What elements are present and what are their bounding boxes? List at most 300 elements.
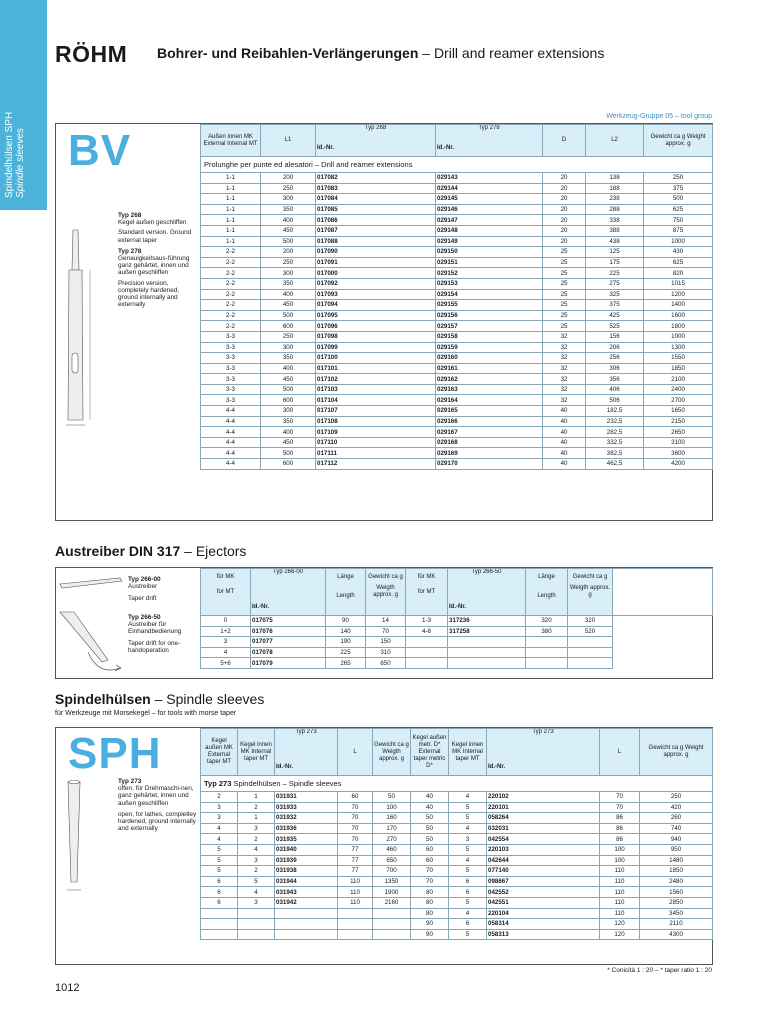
sph-header-typ273-label: Typ 273 xyxy=(295,729,317,735)
table-cell: 80 xyxy=(411,908,449,919)
bv-desc-t278a: Genauigkeitsaus-führung ganz gehärtet, innen und außen geschliffen xyxy=(118,255,190,277)
bv-table-body xyxy=(201,173,713,470)
table-row xyxy=(201,616,713,627)
table-cell: 740 xyxy=(640,823,713,834)
table-cell: 029167 xyxy=(436,427,543,438)
table-cell: 3 xyxy=(201,802,238,813)
table-cell: 4-4 xyxy=(201,406,261,417)
table-cell-blank xyxy=(613,616,713,627)
sph-header-id: Id.-Nr. xyxy=(276,764,294,770)
table-cell: 525 xyxy=(586,321,644,332)
table-cell: 20 xyxy=(543,215,586,226)
table-row xyxy=(201,289,713,300)
table-cell xyxy=(448,647,526,658)
table-cell: 017085 xyxy=(316,204,436,215)
table-cell: 3-3 xyxy=(201,363,261,374)
table-cell: 032031 xyxy=(487,823,600,834)
table-cell: 1 xyxy=(238,813,275,824)
table-cell: 275 xyxy=(586,278,644,289)
table-cell: 320 xyxy=(526,616,568,627)
table-cell: 450 xyxy=(261,225,316,236)
table-cell: 017084 xyxy=(316,194,436,205)
table-cell: 25 xyxy=(543,321,586,332)
table-cell: 029159 xyxy=(436,342,543,353)
table-cell: 600 xyxy=(261,395,316,406)
table-row xyxy=(201,792,713,803)
table-cell: 017092 xyxy=(316,278,436,289)
table-cell: 029161 xyxy=(436,363,543,374)
table-cell: 2650 xyxy=(644,427,713,438)
table-cell: 820 xyxy=(644,268,713,279)
ejectors-header-gewicht2: Gewicht ca g xyxy=(572,574,608,580)
table-cell: 031944 xyxy=(275,876,338,887)
sph-header-l2: L xyxy=(600,729,640,776)
table-cell: 250 xyxy=(640,792,713,803)
table-cell: 031933 xyxy=(275,802,338,813)
table-row xyxy=(201,395,713,406)
table-cell: 098667 xyxy=(487,876,600,887)
table-cell: 382,5 xyxy=(586,448,644,459)
ejectors-header-for-mt: for MT xyxy=(216,589,235,595)
table-cell: 029156 xyxy=(436,310,543,321)
table-cell: 6 xyxy=(449,919,487,930)
table-cell: 058314 xyxy=(487,919,600,930)
sph-subline: für Werkzeuge mit Morsekegel – for tools with morse taper xyxy=(55,710,237,717)
table-cell: 3 xyxy=(238,897,275,908)
table-cell: 017075 xyxy=(251,616,326,627)
table-cell: 3-3 xyxy=(201,384,261,395)
table-cell: 110 xyxy=(600,876,640,887)
ejectors-header-typ266-00 xyxy=(251,569,326,616)
table-cell: 029150 xyxy=(436,247,543,258)
table-cell: 0 xyxy=(201,616,251,627)
table-cell: 2-2 xyxy=(201,247,261,258)
table-cell: 031936 xyxy=(275,823,338,834)
sph-header-gewicht2: Gewicht ca g Weight approx. g xyxy=(640,729,713,776)
table-cell: 017099 xyxy=(316,342,436,353)
table-cell xyxy=(275,919,338,930)
table-row xyxy=(201,278,713,289)
ejectors-desc-t1: Typ 266-00 xyxy=(128,576,161,583)
table-row xyxy=(201,929,713,940)
table-cell: 232,5 xyxy=(586,416,644,427)
ejectors-header-length2 xyxy=(526,569,568,616)
table-cell xyxy=(406,637,448,648)
table-row xyxy=(201,204,713,215)
ejectors-header-weight-en2: Weigth approx. g xyxy=(569,585,611,598)
sph-header-l: L xyxy=(338,729,373,776)
ejectors-header-weight xyxy=(366,569,406,616)
table-cell: 375 xyxy=(586,300,644,311)
table-cell: 031939 xyxy=(275,855,338,866)
ejectors-heading xyxy=(55,543,246,559)
table-cell: 017104 xyxy=(316,395,436,406)
table-cell: 25 xyxy=(543,278,586,289)
table-cell: 017088 xyxy=(316,236,436,247)
table-cell xyxy=(238,919,275,930)
table-cell: 1-1 xyxy=(201,204,261,215)
sph-table-body xyxy=(201,792,713,940)
sph-heading-rest: – Spindle sleeves xyxy=(150,691,265,707)
table-cell: 325 xyxy=(586,289,644,300)
table-cell: 042551 xyxy=(487,897,600,908)
sph-header-gewicht: Gewicht ca g Weigth approx. g xyxy=(373,729,411,776)
table-row xyxy=(201,802,713,813)
table-cell: 110 xyxy=(600,866,640,877)
table-cell: 4 xyxy=(449,908,487,919)
table-cell: 1015 xyxy=(644,278,713,289)
ejectors-header-typ266-50-label: Typ 266-50 xyxy=(471,569,502,575)
table-cell: 2 xyxy=(238,866,275,877)
table-cell xyxy=(338,929,373,940)
ejectors-header-mk xyxy=(201,569,251,616)
table-cell: 017096 xyxy=(316,321,436,332)
table-cell: 1-1 xyxy=(201,194,261,205)
table-cell: 5+6 xyxy=(201,658,251,669)
table-cell: 250 xyxy=(644,173,713,184)
table-cell: 77 xyxy=(338,866,373,877)
table-cell: 2-2 xyxy=(201,321,261,332)
bv-desc-t268: Typ 268 xyxy=(118,212,142,219)
table-cell: 50 xyxy=(411,834,449,845)
table-cell: 50 xyxy=(373,792,411,803)
bv-header-d: D xyxy=(543,125,586,157)
table-cell: 260 xyxy=(640,813,713,824)
table-cell: 90 xyxy=(411,929,449,940)
table-cell: 182,5 xyxy=(586,406,644,417)
table-cell: 2400 xyxy=(644,384,713,395)
table-row xyxy=(201,427,713,438)
sph-heading-bold: Spindelhülsen xyxy=(55,691,151,707)
table-cell xyxy=(568,658,613,669)
ejectors-desc-t2b: Taper drift for one-handoperation xyxy=(128,640,181,655)
table-cell: 86 xyxy=(600,823,640,834)
table-cell: 50 xyxy=(411,813,449,824)
table-row xyxy=(201,855,713,866)
table-cell: 042644 xyxy=(487,855,600,866)
table-cell: 220103 xyxy=(487,844,600,855)
table-cell xyxy=(448,637,526,648)
table-cell: 225 xyxy=(326,647,366,658)
table-cell: 650 xyxy=(366,658,406,669)
table-cell-blank xyxy=(613,637,713,648)
table-row xyxy=(201,257,713,268)
table-cell: 32 xyxy=(543,331,586,342)
table-cell: 150 xyxy=(366,637,406,648)
table-cell xyxy=(338,908,373,919)
table-cell: 4-4 xyxy=(201,437,261,448)
table-cell: 017109 xyxy=(316,427,436,438)
ejectors-header-length-en: Length xyxy=(336,593,355,599)
table-cell: 5 xyxy=(449,802,487,813)
table-cell: 017108 xyxy=(316,416,436,427)
table-cell: 017077 xyxy=(251,637,326,648)
table-cell: 200 xyxy=(261,247,316,258)
table-cell xyxy=(238,908,275,919)
table-cell: 017079 xyxy=(251,658,326,669)
table-cell: 288 xyxy=(586,204,644,215)
table-cell: 3-3 xyxy=(201,342,261,353)
table-cell: 5 xyxy=(449,929,487,940)
table-cell: 5 xyxy=(449,866,487,877)
ejectors-header-mk2 xyxy=(406,569,448,616)
side-tab xyxy=(0,0,47,210)
table-cell: 190 xyxy=(326,637,366,648)
sph-code: SPH xyxy=(68,729,162,778)
table-cell: 3 xyxy=(201,637,251,648)
sph-desc-t: Typ 273 xyxy=(118,778,142,785)
table-cell: 5 xyxy=(201,844,238,855)
table-cell: 120 xyxy=(600,919,640,930)
ejectors-header-id2: Id.-Nr. xyxy=(449,604,467,610)
table-cell: 450 xyxy=(261,300,316,311)
table-cell: 25 xyxy=(543,247,586,258)
table-row xyxy=(201,813,713,824)
table-cell: 017107 xyxy=(316,406,436,417)
table-cell: 031942 xyxy=(275,897,338,908)
table-cell: 250 xyxy=(261,183,316,194)
table-cell: 3450 xyxy=(640,908,713,919)
table-cell: 220102 xyxy=(487,792,600,803)
table-row xyxy=(201,876,713,887)
table-cell: 350 xyxy=(261,278,316,289)
table-cell: 3-3 xyxy=(201,374,261,385)
sph-subtitle-bold: Typ 273 xyxy=(204,779,232,788)
table-cell: 031938 xyxy=(275,866,338,877)
bv-desc-t268b: Standard version. Ground external taper xyxy=(118,229,192,244)
sph-table xyxy=(200,728,713,940)
bv-header-typ268 xyxy=(316,125,436,157)
table-cell: 1 xyxy=(238,792,275,803)
sph-subtitle-rest: Spindelhülsen – Spindle sleeves xyxy=(231,779,342,788)
ejectors-header-blank xyxy=(613,569,713,616)
table-cell: 388 xyxy=(586,225,644,236)
table-cell: 125 xyxy=(586,247,644,258)
ejectors-desc-t1a: Austreiber xyxy=(128,583,158,591)
table-cell-blank xyxy=(613,626,713,637)
table-cell: 420 xyxy=(640,802,713,813)
table-cell: 1000 xyxy=(644,331,713,342)
table-cell: 450 xyxy=(261,437,316,448)
table-cell: 1850 xyxy=(640,866,713,877)
page-number: 1012 xyxy=(55,982,80,994)
table-cell xyxy=(448,658,526,669)
table-cell: 017110 xyxy=(316,437,436,448)
table-cell: 1300 xyxy=(644,342,713,353)
table-row xyxy=(201,353,713,364)
table-cell: 77 xyxy=(338,844,373,855)
table-cell: 32 xyxy=(543,342,586,353)
table-cell: 2160 xyxy=(373,897,411,908)
table-cell: 029166 xyxy=(436,416,543,427)
table-cell: 80 xyxy=(411,897,449,908)
table-cell: 500 xyxy=(644,194,713,205)
table-cell: 25 xyxy=(543,257,586,268)
table-cell: 332,5 xyxy=(586,437,644,448)
table-cell: 029147 xyxy=(436,215,543,226)
table-cell: 4 xyxy=(201,823,238,834)
table-cell: 500 xyxy=(261,384,316,395)
table-cell: 32 xyxy=(543,384,586,395)
table-cell: 1-1 xyxy=(201,173,261,184)
ejectors-heading-bold: Austreiber DIN 317 xyxy=(55,543,181,559)
table-cell: 029146 xyxy=(436,204,543,215)
table-cell: 32 xyxy=(543,353,586,364)
table-cell: 1-1 xyxy=(201,183,261,194)
table-cell: 20 xyxy=(543,204,586,215)
table-cell: 029154 xyxy=(436,289,543,300)
table-cell: 017086 xyxy=(316,215,436,226)
table-cell: 110 xyxy=(600,908,640,919)
sph-desc-b: open, for lathes, completley hardened, ground internally and externally xyxy=(118,810,197,833)
table-cell: 338 xyxy=(586,215,644,226)
table-cell: 256 xyxy=(586,353,644,364)
side-tab-label xyxy=(4,112,26,198)
table-cell xyxy=(338,919,373,930)
sph-description xyxy=(118,778,198,832)
table-cell: 3100 xyxy=(644,437,713,448)
table-cell: 031931 xyxy=(275,792,338,803)
sph-header-kegel-aussen2: Kegel außen metr. D* External taper metric D* xyxy=(411,729,449,776)
table-cell: 25 xyxy=(543,268,586,279)
table-cell: 2700 xyxy=(644,395,713,406)
ejectors-table xyxy=(200,568,713,669)
table-cell: 160 xyxy=(373,813,411,824)
ejectors-header-weight2 xyxy=(568,569,613,616)
table-cell: 750 xyxy=(644,215,713,226)
table-cell: 3 xyxy=(238,855,275,866)
table-row xyxy=(201,215,713,226)
table-cell: 2850 xyxy=(640,897,713,908)
table-cell: 500 xyxy=(261,310,316,321)
table-cell: 40 xyxy=(543,416,586,427)
ejectors-header-typ266-00-label: Typ 266-00 xyxy=(272,569,304,575)
table-row xyxy=(201,183,713,194)
table-row xyxy=(201,919,713,930)
table-cell: 40 xyxy=(543,406,586,417)
sph-header-typ273b xyxy=(487,729,600,776)
table-row xyxy=(201,908,713,919)
table-row xyxy=(201,448,713,459)
table-cell: 700 xyxy=(373,866,411,877)
table-cell: 031940 xyxy=(275,844,338,855)
page-title xyxy=(157,45,604,61)
table-cell: 14 xyxy=(366,616,406,627)
table-cell: 170 xyxy=(373,823,411,834)
table-cell: 25 xyxy=(543,310,586,321)
table-cell: 225 xyxy=(586,268,644,279)
table-cell: 520 xyxy=(568,626,613,637)
table-cell: 029170 xyxy=(436,459,543,470)
table-cell: 6 xyxy=(449,876,487,887)
ejectors-header-length-en2: Length xyxy=(537,593,556,599)
table-cell: 3600 xyxy=(644,448,713,459)
bv-code: BV xyxy=(68,126,132,175)
table-cell: 350 xyxy=(261,353,316,364)
table-cell: 1650 xyxy=(644,406,713,417)
table-cell: 6 xyxy=(201,876,238,887)
table-cell: 2-2 xyxy=(201,257,261,268)
table-cell xyxy=(406,647,448,658)
ejectors-heading-rest: – Ejectors xyxy=(180,543,247,559)
table-cell: 1350 xyxy=(373,876,411,887)
table-cell: 110 xyxy=(338,887,373,898)
table-cell: 3 xyxy=(238,823,275,834)
sph-heading xyxy=(55,691,264,707)
table-cell: 70 xyxy=(411,866,449,877)
table-cell: 4-4 xyxy=(201,416,261,427)
bv-subtitle: Prolunghe per punte ed alesatori – Drill and reamer extensions xyxy=(201,157,713,173)
table-cell: 317236 xyxy=(448,616,526,627)
table-cell: 350 xyxy=(261,204,316,215)
table-cell: 875 xyxy=(644,225,713,236)
table-cell: 600 xyxy=(261,321,316,332)
bv-header-l1: L1 xyxy=(261,125,316,157)
table-cell: 2 xyxy=(201,792,238,803)
table-cell xyxy=(568,637,613,648)
table-cell xyxy=(406,658,448,669)
table-cell: 70 xyxy=(600,802,640,813)
table-cell: 70 xyxy=(600,792,640,803)
table-cell: 029155 xyxy=(436,300,543,311)
table-cell: 175 xyxy=(586,257,644,268)
table-cell: 029151 xyxy=(436,257,543,268)
table-cell: 110 xyxy=(338,897,373,908)
table-cell: 1560 xyxy=(640,887,713,898)
table-cell: 031932 xyxy=(275,813,338,824)
sph-header-id2: Id.-Nr. xyxy=(488,764,506,770)
table-cell: 4 xyxy=(449,823,487,834)
table-cell: 2110 xyxy=(640,919,713,930)
table-cell: 2 xyxy=(238,834,275,845)
table-cell: 3-3 xyxy=(201,353,261,364)
ejectors-header-fur-mk: für MK xyxy=(216,574,235,580)
bv-header-typ278-label: Typ 278 xyxy=(478,125,500,131)
table-cell: 029163 xyxy=(436,384,543,395)
table-cell: 20 xyxy=(543,183,586,194)
table-cell: 1000 xyxy=(644,236,713,247)
table-cell: 3-3 xyxy=(201,395,261,406)
table-cell: 1200 xyxy=(644,289,713,300)
ejectors-header-laenge2: Länge xyxy=(538,574,555,580)
table-cell: 375 xyxy=(644,183,713,194)
table-cell: 031943 xyxy=(275,887,338,898)
table-row xyxy=(201,363,713,374)
table-cell: 110 xyxy=(600,887,640,898)
table-cell: 380 xyxy=(526,626,568,637)
table-cell: 017094 xyxy=(316,300,436,311)
table-cell: 300 xyxy=(261,406,316,417)
table-cell: 1480 xyxy=(640,855,713,866)
table-cell: 77 xyxy=(338,855,373,866)
table-row xyxy=(201,331,713,342)
table-cell: 4 xyxy=(201,647,251,658)
page-title-bold: Bohrer- und Reibahlen-Verlängerungen xyxy=(157,45,419,61)
table-row xyxy=(201,626,713,637)
sph-footnote: * Conicità 1 : 20 – * taper ratio 1 : 20 xyxy=(607,967,712,974)
table-cell: 4200 xyxy=(644,459,713,470)
table-cell: 950 xyxy=(640,844,713,855)
table-cell: 4-6 xyxy=(406,626,448,637)
table-cell-blank xyxy=(613,647,713,658)
table-cell: 60 xyxy=(411,844,449,855)
table-cell: 140 xyxy=(326,626,366,637)
table-cell: 500 xyxy=(261,236,316,247)
table-row xyxy=(201,459,713,470)
table-cell: 4 xyxy=(449,792,487,803)
table-cell: 317258 xyxy=(448,626,526,637)
table-cell: 017091 xyxy=(316,257,436,268)
